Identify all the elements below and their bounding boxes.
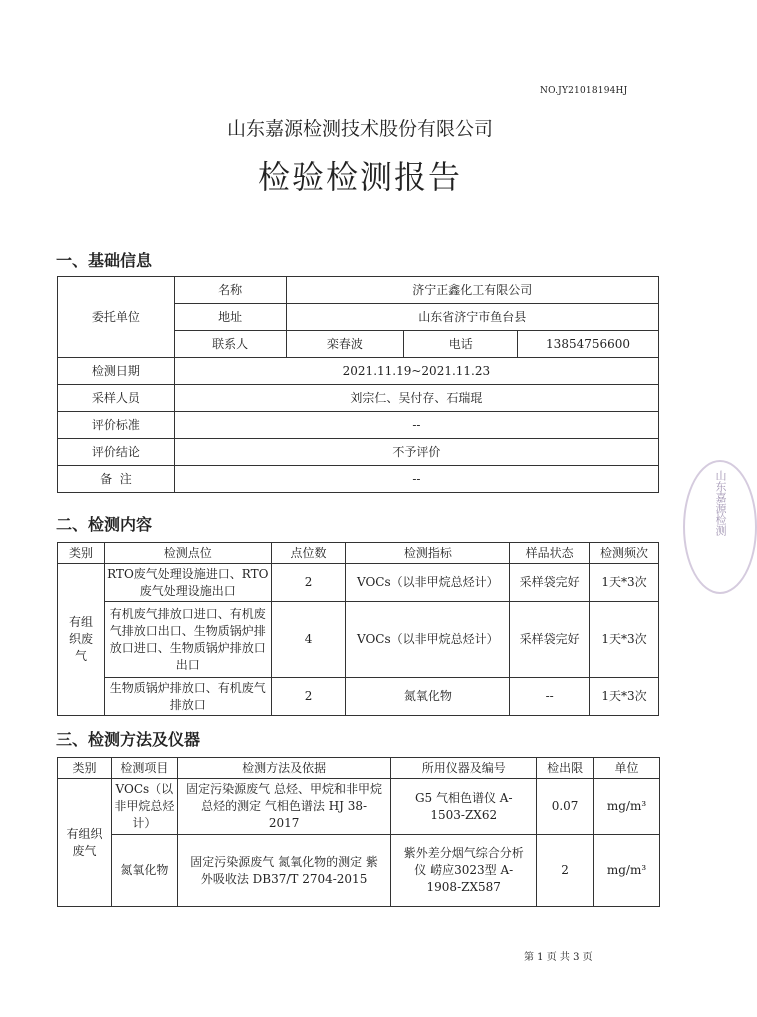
table-row-count: 2 [271, 564, 346, 602]
conclusion-label: 评价结论 [58, 439, 175, 466]
header-unit: 单位 [594, 758, 660, 779]
table-row-state: 采样袋完好 [510, 602, 590, 678]
table-row-points: RTO废气处理设施进口、RTO废气处理设施出口 [104, 564, 271, 602]
table-row-state: -- [510, 678, 590, 716]
table-row-item: VOCs（以非甲烷总烃计） [111, 779, 177, 835]
company-name: 山东嘉源检测技术股份有限公司 [226, 118, 493, 140]
conclusion-value: 不予评价 [174, 439, 658, 466]
header-count: 点位数 [271, 543, 346, 564]
section-method-heading: 三、检测方法及仪器 [56, 730, 201, 749]
header-category: 类别 [58, 758, 112, 779]
header-limit: 检出限 [537, 758, 594, 779]
date-label: 检测日期 [58, 358, 175, 385]
table-row-limit: 2 [537, 835, 594, 907]
category-cell: 有组织废气 [58, 564, 105, 716]
standard-label: 评价标准 [58, 412, 175, 439]
table-row-frequency: 1天*3次 [590, 678, 659, 716]
phone-value: 13854756600 [518, 331, 659, 358]
remark-label: 备 注 [58, 466, 175, 493]
standard-value: -- [174, 412, 658, 439]
sampler-label: 采样人员 [58, 385, 175, 412]
date-value: 2021.11.19~2021.11.23 [174, 358, 658, 385]
contact-value: 栾春波 [286, 331, 404, 358]
header-points: 检测点位 [104, 543, 271, 564]
phone-label: 电话 [404, 331, 518, 358]
table-row-points: 生物质锅炉排放口、有机废气排放口 [104, 678, 271, 716]
report-title: 检验检测报告 [257, 158, 462, 196]
table-row-frequency: 1天*3次 [590, 602, 659, 678]
table-row-instrument: 紫外差分烟气综合分析仪 崂应3023型 A-1908-ZX587 [391, 835, 537, 907]
test-content-table [57, 542, 659, 716]
remark-value: -- [174, 466, 658, 493]
header-category: 类别 [58, 543, 105, 564]
seal-stamp-text: 山东嘉源检测 [714, 470, 727, 536]
table-row-limit: 0.07 [537, 779, 594, 835]
section-basic-info-heading: 一、基础信息 [56, 251, 153, 270]
table-row-count: 4 [271, 602, 346, 678]
sampler-value: 刘宗仁、吴付存、石瑞琨 [174, 385, 658, 412]
header-method: 检测方法及依据 [177, 758, 391, 779]
client-label: 委托单位 [58, 277, 175, 358]
header-state: 样品状态 [510, 543, 590, 564]
table-row-method: 固定污染源废气 氮氧化物的测定 紫外吸收法 DB37/T 2704-2015 [177, 835, 391, 907]
table-row-index: 氮氧化物 [346, 678, 510, 716]
table-row-state: 采样袋完好 [510, 564, 590, 602]
category-cell: 有组织废气 [58, 779, 112, 907]
document-number: NO.JY21018194HJ [540, 86, 628, 96]
table-row-method: 固定污染源废气 总烃、甲烷和非甲烷总烃的测定 气相色谱法 HJ 38-2017 [177, 779, 391, 835]
method-instrument-table [57, 757, 660, 907]
name-label: 名称 [174, 277, 286, 304]
section-content-heading: 二、检测内容 [56, 515, 153, 534]
table-row-unit: mg/m³ [594, 779, 660, 835]
table-row-count: 2 [271, 678, 346, 716]
table-row-unit: mg/m³ [594, 835, 660, 907]
page-number: 第 1 页 共 3 页 [524, 952, 593, 963]
basic-info-table [57, 276, 659, 493]
address-value: 山东省济宁市鱼台县 [286, 304, 658, 331]
table-row-instrument: G5 气相色谱仪 A-1503-ZX62 [391, 779, 537, 835]
address-label: 地址 [174, 304, 286, 331]
header-instrument: 所用仪器及编号 [391, 758, 537, 779]
name-value: 济宁正鑫化工有限公司 [286, 277, 658, 304]
contact-label: 联系人 [174, 331, 286, 358]
table-row-item: 氮氧化物 [111, 835, 177, 907]
table-row-points: 有机废气排放口进口、有机废气排放口出口、生物质锅炉排放口进口、生物质锅炉排放口出口 [104, 602, 271, 678]
header-frequency: 检测频次 [590, 543, 659, 564]
header-index: 检测指标 [346, 543, 510, 564]
header-item: 检测项目 [111, 758, 177, 779]
table-row-index: VOCs（以非甲烷总烃计） [346, 564, 510, 602]
table-row-index: VOCs（以非甲烷总烃计） [346, 602, 510, 678]
table-row-frequency: 1天*3次 [590, 564, 659, 602]
